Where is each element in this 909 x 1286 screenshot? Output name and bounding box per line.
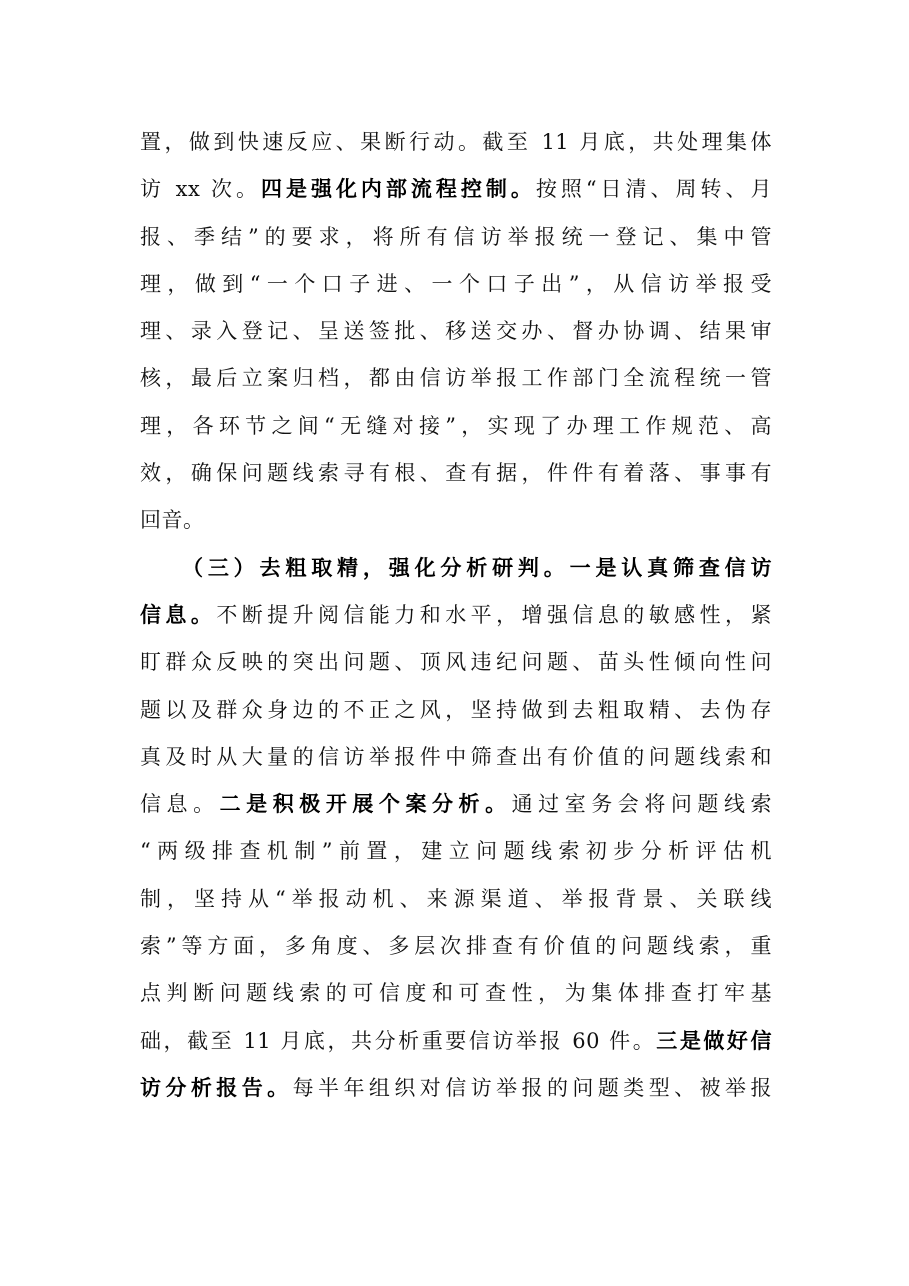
text-run: 通过室务会将问题线索	[511, 792, 773, 817]
text-line: 报、季结”的要求，将所有信访举报统一登记、集中管	[140, 224, 772, 249]
bold-heading-report: 三是做好信	[656, 1028, 772, 1053]
text-line: 索”等方面，多角度、多层次排查有价值的问题线索，重	[140, 934, 772, 959]
text-line: “两级排查机制”前置，建立问题线索初步分析评估机	[140, 839, 772, 864]
text-line: 题以及群众身边的不正之风，坚持做到去粗取精、去伪存	[140, 697, 772, 722]
text-line: 真及时从大量的信访举报件中筛查出有价值的问题线索和	[140, 744, 772, 769]
text-run: 础，截至 11 月底，共分析重要信访举报 60 件。	[140, 1028, 657, 1053]
bold-heading-analysis: （三）去粗取精，强化分析研判。一是认真筛查信访	[182, 555, 772, 580]
text-line	[140, 166, 772, 213]
text-line: 盯群众反映的突出问题、顶风违纪问题、苗头性倾向性问	[140, 650, 772, 675]
text-line: 核，最后立案归档，都由信访举报工作部门全流程统一管	[140, 366, 772, 391]
paragraph-analysis	[140, 545, 772, 1113]
text-line	[140, 592, 772, 639]
text-run: 访 xx 次。	[140, 177, 261, 202]
bold-heading-report-cont: 访分析报告。	[140, 1075, 293, 1100]
text-run: 按照“日清、周转、月	[535, 177, 772, 202]
paragraph-process-control	[140, 119, 772, 545]
text-line: 点判断问题线索的可信度和可查性，为集体排查打牢基	[140, 981, 772, 1006]
bold-heading-process-control: 四是强化内部流程控制。	[260, 177, 536, 202]
text-line: 理，做到“一个口子进、一个口子出”，从信访举报受	[140, 271, 772, 296]
text-line	[140, 781, 772, 828]
text-line: 理、录入登记、呈送签批、移送交办、督办协调、结果审	[140, 319, 772, 344]
text-run: 信息。	[140, 792, 220, 817]
bold-heading-case-analysis: 二是积极开展个案分析。	[219, 792, 512, 817]
document-body	[140, 119, 772, 1112]
text-line	[140, 1065, 772, 1112]
text-run: 每半年组织对信访举报的问题类型、被举报	[292, 1075, 772, 1100]
bold-heading-screening-cont: 信息。	[140, 602, 217, 627]
text-line: 理，各环节之间“无缝对接”，实现了办理工作规范、高	[140, 413, 772, 438]
text-line	[140, 545, 772, 592]
text-line: 效，确保问题线索寻有根、查有据，件件有着落、事事有	[140, 461, 772, 486]
text-line: 置，做到快速反应、果断行动。截至 11 月底，共处理集体	[140, 130, 772, 154]
text-line: 回音。	[140, 508, 205, 533]
text-run: 不断提升阅信能力和水平，增强信息的敏感性，紧	[216, 602, 772, 627]
text-line	[140, 1018, 772, 1065]
text-line: 制，坚持从“举报动机、来源渠道、举报背景、关联线	[140, 886, 772, 911]
